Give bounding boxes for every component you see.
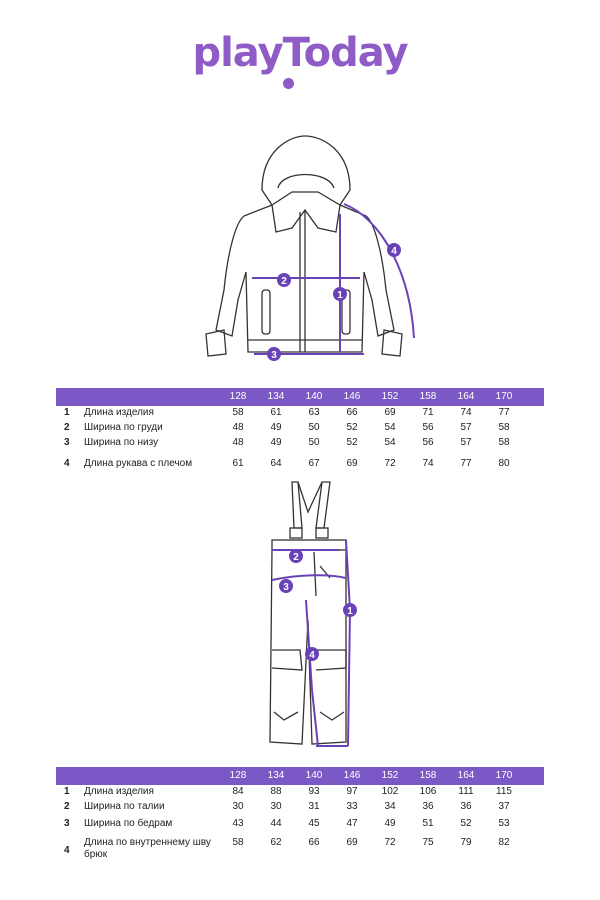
pants-marker-2: 2 <box>293 552 299 563</box>
pants-marker-1: 1 <box>347 606 353 617</box>
cell-value: 37 <box>498 801 510 812</box>
row-number: 1 <box>64 786 70 797</box>
size-header: 170 <box>495 770 513 781</box>
cell-value: 74 <box>422 458 434 469</box>
size-header: 152 <box>381 391 399 402</box>
cell-value: 30 <box>232 801 244 812</box>
cell-value: 82 <box>498 837 510 848</box>
cell-value: 50 <box>308 437 320 448</box>
cell-value: 106 <box>419 786 437 797</box>
cell-value: 49 <box>384 818 396 829</box>
pants-marker-3: 3 <box>283 582 289 593</box>
size-header: 146 <box>343 391 361 402</box>
cell-value: 74 <box>460 407 472 418</box>
cell-value: 77 <box>460 458 472 469</box>
cell-value: 84 <box>232 786 244 797</box>
jacket-marker-3: 3 <box>271 350 277 361</box>
cell-value: 31 <box>308 801 320 812</box>
jacket-marker-2: 2 <box>281 276 287 287</box>
cell-value: 30 <box>270 801 282 812</box>
cell-value: 48 <box>232 422 244 433</box>
pants-marker-4: 4 <box>309 650 315 661</box>
cell-value: 58 <box>232 407 244 418</box>
size-header: 134 <box>267 770 285 781</box>
cell-value: 52 <box>460 818 472 829</box>
jacket-marker-1: 1 <box>337 290 343 301</box>
cell-value: 52 <box>346 437 358 448</box>
size-header: 158 <box>419 391 437 402</box>
cell-value: 69 <box>346 458 358 469</box>
size-header: 146 <box>343 770 361 781</box>
row-number: 4 <box>64 458 70 469</box>
row-label: Ширина по низу <box>84 437 159 448</box>
cell-value: 111 <box>458 786 474 797</box>
cell-value: 49 <box>270 437 282 448</box>
cell-value: 53 <box>498 818 510 829</box>
cell-value: 36 <box>422 801 434 812</box>
row-number: 2 <box>64 801 70 812</box>
size-header: 140 <box>305 770 323 781</box>
cell-value: 44 <box>270 818 282 829</box>
jacket-marker-4: 4 <box>391 246 397 257</box>
cell-value: 56 <box>422 437 434 448</box>
size-header: 170 <box>495 391 513 402</box>
cell-value: 75 <box>422 837 434 848</box>
cell-value: 97 <box>346 786 358 797</box>
cell-value: 50 <box>308 422 320 433</box>
cell-value: 48 <box>232 437 244 448</box>
cell-value: 47 <box>346 818 358 829</box>
cell-value: 71 <box>422 407 434 418</box>
row-number: 4 <box>64 845 70 856</box>
brand-logo-dot <box>283 78 294 89</box>
cell-value: 102 <box>381 786 399 797</box>
row-label: Ширина по груди <box>84 422 163 433</box>
row-label: Длина по внутреннему шву брюк <box>84 837 211 860</box>
cell-value: 79 <box>460 837 472 848</box>
jacket-illustration <box>0 130 600 370</box>
cell-value: 33 <box>346 801 358 812</box>
cell-value: 93 <box>308 786 320 797</box>
size-header: 164 <box>457 391 475 402</box>
cell-value: 34 <box>384 801 396 812</box>
cell-value: 58 <box>498 422 510 433</box>
size-header: 128 <box>229 770 247 781</box>
jacket-size-table <box>56 388 544 478</box>
pants-table-header <box>56 767 544 785</box>
brand-logo-text: playToday <box>192 30 408 76</box>
cell-value: 57 <box>460 437 472 448</box>
cell-value: 57 <box>460 422 472 433</box>
jacket-table-header <box>56 388 544 406</box>
cell-value: 61 <box>270 407 282 418</box>
cell-value: 67 <box>308 458 320 469</box>
size-header: 128 <box>229 391 247 402</box>
cell-value: 54 <box>384 437 396 448</box>
cell-value: 64 <box>270 458 282 469</box>
cell-value: 52 <box>346 422 358 433</box>
size-header: 164 <box>457 770 475 781</box>
cell-value: 51 <box>422 818 434 829</box>
cell-value: 43 <box>232 818 244 829</box>
size-header: 134 <box>267 391 285 402</box>
cell-value: 69 <box>346 837 358 848</box>
cell-value: 66 <box>308 837 320 848</box>
cell-value: 72 <box>384 837 396 848</box>
row-number: 1 <box>64 407 70 418</box>
cell-value: 80 <box>498 458 510 469</box>
cell-value: 72 <box>384 458 396 469</box>
row-label: Длина изделия <box>84 786 154 797</box>
cell-value: 88 <box>270 786 282 797</box>
cell-value: 36 <box>460 801 472 812</box>
cell-value: 45 <box>308 818 320 829</box>
cell-value: 61 <box>232 458 244 469</box>
row-number: 2 <box>64 422 70 433</box>
cell-value: 62 <box>270 837 282 848</box>
row-label: Ширина по талии <box>84 801 165 812</box>
size-header: 152 <box>381 770 399 781</box>
pants-illustration <box>0 478 600 760</box>
row-label: Длина рукава с плечом <box>84 458 193 469</box>
cell-value: 69 <box>384 407 396 418</box>
cell-value: 54 <box>384 422 396 433</box>
cell-value: 56 <box>422 422 434 433</box>
cell-value: 77 <box>498 407 510 418</box>
brand-logo <box>0 30 600 76</box>
size-header: 158 <box>419 770 437 781</box>
cell-value: 66 <box>346 407 358 418</box>
row-number: 3 <box>64 437 70 448</box>
row-label: Ширина по бедрам <box>84 818 173 829</box>
size-header: 140 <box>305 391 323 402</box>
cell-value: 63 <box>308 407 320 418</box>
cell-value: 58 <box>498 437 510 448</box>
row-label: Длина изделия <box>84 407 154 418</box>
row-number: 3 <box>64 818 70 829</box>
cell-value: 58 <box>232 837 244 848</box>
cell-value: 49 <box>270 422 282 433</box>
pants-size-table <box>56 767 544 877</box>
cell-value: 115 <box>496 786 512 797</box>
